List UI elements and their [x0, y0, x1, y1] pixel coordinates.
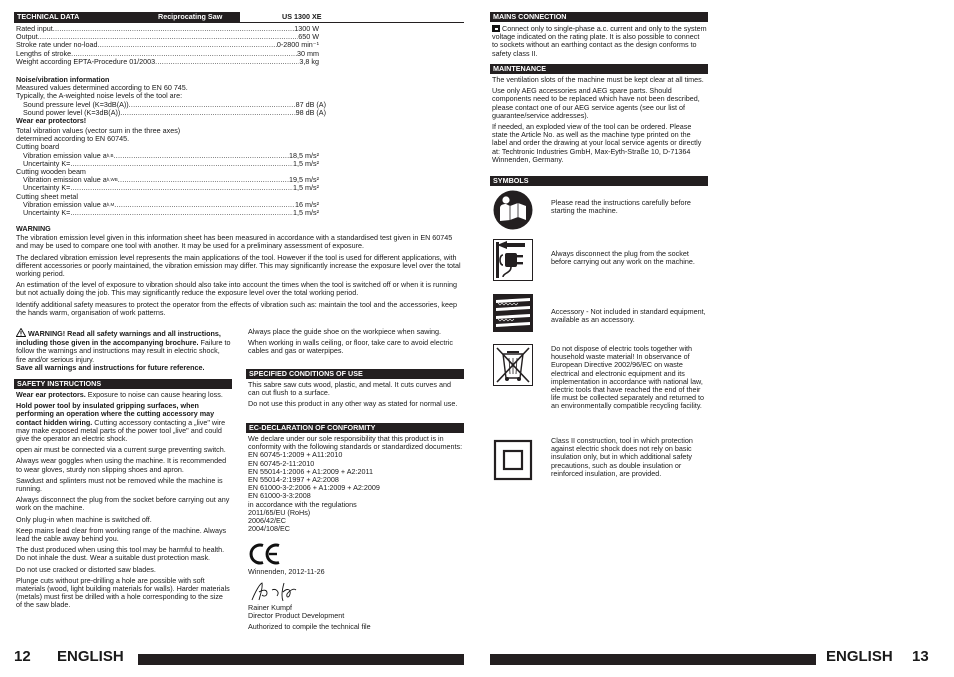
- weee-bin-icon: [493, 344, 533, 391]
- conditions-paragraph: This sabre saw cuts wood, plastic, and metal. It cuts curves and can cut flush to a surface.: [248, 380, 451, 398]
- safety-instructions-header: SAFETY INSTRUCTIONS: [14, 379, 232, 389]
- page-number: 13: [912, 648, 929, 665]
- noise-row: Sound power level (K=3dB(A)) ..... 98 dB (A): [16, 109, 326, 117]
- ec-line: 2004/108/EC: [248, 524, 290, 534]
- safety-item: Always wear goggles when using the machine. It is recommended to wear gloves, sturdy non slipping shoes and apron.: [16, 456, 227, 474]
- warning-paragraph: An estimation of the level of exposure to vibration should also take into account the times when the tool is switched off or when it is running but not actually doing the job. This may significantly reduce the exposure level over the total working period.: [16, 280, 457, 298]
- warning-section: [16, 225, 462, 320]
- footer-left: [14, 648, 464, 665]
- vibration-row: Uncertainty K= ..... 1,5 m/s²: [16, 209, 319, 217]
- warning-paragraph: Identify additional safety measures to protect the operator from the effects of vibration such as: maintain the tool and the accessories, keep the hands warm, organisation of work patterns.: [16, 299, 457, 317]
- signatory-role: Director Product Development: [248, 611, 345, 621]
- noise-line: Measured values determined according to EN 60 745.: [16, 83, 188, 93]
- ec-line: EN 61000-3-3:2008: [248, 491, 311, 501]
- safety-item: The dust produced when using this tool may be harmful to health. Do not inhale the dust. Wear a suitable dust protection mask.: [16, 545, 225, 563]
- mains-connection-header: MAINS CONNECTION: [490, 12, 708, 22]
- safety-item: Wear ear protectors. Exposure to noise can cause hearing loss.: [16, 390, 223, 399]
- mains-connection-text: Connect only to single-phase a.c. current and only to the system voltage indicated on the rating plate. It is also possible to connect to sockets without an earthing contact as the design conforms to safety class II.: [492, 24, 707, 58]
- signatory-block: [248, 604, 463, 632]
- noise-line: Typically, the A-weighted noise levels of the tool are:: [16, 91, 183, 101]
- read-manual-icon: [493, 190, 533, 235]
- vibration-group-name: Cutting wooden beam: [16, 167, 86, 177]
- ec-line: EN 60745-2-11:2010: [248, 458, 315, 468]
- warning-title: WARNING: [16, 224, 51, 233]
- vibration-group-name: Cutting sheet metal: [16, 191, 78, 201]
- warning-paragraph: The declared vibration emission level represents the main applications of the tool. However if the tool is used for different applications, with different accessories or poorly maintained, the vibration emission may differ. This may significantly increase the exposure level over the total working period.: [16, 252, 461, 279]
- vibration-line: Total vibration values (vector sum in the three axes): [16, 126, 181, 135]
- spec-row: Output ..... 650 W: [16, 33, 319, 41]
- maintenance-paragraph: If needed, an exploded view of the tool can be ordered. Please state the Article No. as well as the machine type printed on the label and order the drawing at your local service agents or directly at: Techtronic Industries GmbH, Max-Eyth-Straße 10, D-71364 Winnenden, Germany.: [492, 122, 702, 164]
- ec-line: in accordance with the regulations: [248, 499, 357, 509]
- spec-row: Weight according EPTA-Procedure 01/2003 ..... 3,8 kg: [16, 58, 319, 66]
- specified-conditions-text: [248, 381, 463, 412]
- symbol-description: Accessory - Not included in standard equipment, available as an accessory.: [551, 307, 706, 325]
- safety-save-note: Save all warnings and instructions for future reference.: [16, 362, 205, 372]
- ec-line: 2006/42/EC: [248, 516, 286, 526]
- spec-row: Rated input ..... 1300 W: [16, 25, 319, 33]
- language-label: ENGLISH: [57, 648, 124, 665]
- ec-line: EN 55014-1:2006 + A1:2009 + A2:2011: [248, 466, 373, 476]
- symbol-description: Always disconnect the plug from the socket before carrying out any work on the machine.: [551, 249, 695, 267]
- ec-line: EN 60745-1:2009 + A11:2010: [248, 450, 343, 460]
- noise-section: [16, 76, 326, 125]
- usage-notes: [248, 328, 463, 359]
- symbols-header: SYMBOLS: [490, 176, 708, 186]
- ear-protection-note: Wear ear protectors!: [16, 116, 87, 126]
- tech-header-product: Reciprocating Saw: [158, 12, 223, 21]
- specified-conditions-header: SPECIFIED CONDITIONS OF USE: [246, 369, 464, 379]
- vibration-line: determined according to EN 60745.: [16, 134, 130, 144]
- safety-item: Only plug-in when machine is switched off.: [16, 514, 152, 524]
- safety-item: open air must be connected via a current surge preventing switch.: [16, 445, 226, 455]
- class-ii-icon: [493, 439, 533, 486]
- vibration-row: Uncertainty K= ..... 1,5 m/s²: [16, 160, 319, 168]
- tech-header: [14, 12, 464, 22]
- vibration-row: Vibration emission value a h,M ..... 16 m/s²: [16, 201, 319, 209]
- vibration-group-name: Cutting board: [16, 142, 60, 152]
- ec-line: EN 61000-3-2:2006 + A1:2009 + A2:2009: [248, 483, 380, 493]
- vibration-row: Vibration emission value a h,B ..... 18,5 m/s²: [16, 152, 319, 160]
- tech-header-title: TECHNICAL DATA: [17, 12, 80, 21]
- ec-line: 2011/65/EU (RoHs): [248, 507, 311, 517]
- page-number: 12: [14, 648, 31, 665]
- noise-title: Noise/vibration information: [16, 75, 110, 84]
- safety-list: [16, 391, 230, 613]
- signatory-authorization: Authorized to compile the technical file: [248, 622, 371, 632]
- spec-row: Stroke rate under no-load ..... 0-2800 min⁻¹: [16, 41, 319, 49]
- maintenance-paragraph: The ventilation slots of the machine must be kept clear at all times.: [492, 75, 704, 84]
- warning-paragraph: The vibration emission level given in this information sheet has been measured in accordance with a standardised test given in EN 60745 and may be used to compare one tool with another. It may be used for a preliminary assessment of exposure.: [16, 233, 453, 251]
- safety-item: Sawdust and splinters must not be removed while the machine is running.: [16, 475, 223, 494]
- declaration-date: Winnenden, 2012-11-26: [248, 567, 325, 576]
- usage-paragraph: When working in walls ceiling, or floor, take care to avoid electric cables and gas or waterpipes.: [248, 338, 453, 356]
- ec-declaration-header: EC-DECLARATION OF CONFORMITY: [246, 423, 464, 433]
- vibration-row: Vibration emission value a h,WB ..... 19,5 m/s²: [16, 176, 319, 184]
- ec-line: We declare under our sole responsibility that this product is in conformity with the following standards or standardized documents:: [248, 434, 463, 452]
- maintenance-paragraph: Use only AEG accessories and AEG spare parts. Should components need to be replaced which have not been described, please contact one of our AEG service agents (see our list of guarantee/service addresses).: [492, 86, 700, 120]
- usage-paragraph: Always place the guide shoe on the workpiece when sawing.: [248, 327, 441, 336]
- unplug-icon: [493, 239, 533, 286]
- spec-list: [16, 25, 319, 66]
- tech-header-model: US 1300 XE: [282, 12, 322, 21]
- safety-warning-text: Failure to follow the warnings and instructions may result in electric shock, fire and/or serious injury.: [16, 338, 231, 364]
- safety-item: Plunge cuts without pre-drilling a hole are possible with soft materials (wood, light building materials for walls). Harder materials (metals) must first be drilled with a hole corresponding to the size of the saw blade.: [16, 575, 230, 610]
- symbol-description: Please read the instructions carefully before starting the machine.: [551, 198, 691, 216]
- spec-row: Lengths of stroke ..... 30 mm: [16, 50, 319, 58]
- safety-item: Always disconnect the plug from the socket before carrying out any work on the machine.: [16, 495, 230, 513]
- conditions-paragraph: Do not use this product in any other way as stated for normal use.: [248, 399, 458, 409]
- ec-declaration-text: [248, 435, 463, 533]
- saw-blades-icon: [493, 294, 533, 337]
- symbol-description: Do not dispose of electric tools together with household waste material! In observance of European Directive 2002/96/EC on waste electrical and electronic equipment and its implementation in accordance with national law, electric tools that have reached the end of their life must be collected separately and returned to an environmentally compatible recycling facility.: [551, 344, 705, 411]
- safety-item: Hold power tool by insulated gripping surfaces, when performing an operation where the cutting accessory may contact hidden wiring. Cutting accessory contacting a „live" wire may make exposed metal parts of the power tool „live" and could give the operator an electric shock.: [16, 401, 226, 444]
- vibration-row: Uncertainty K= ..... 1,5 m/s²: [16, 184, 319, 192]
- symbol-description: Class II construction, tool in which protection against electric shock does not rely on basic insulation only, but in which additional safety precautions, such as double insulation or reinforced insulation, are provided.: [551, 436, 693, 478]
- class-ii-small-icon: [492, 25, 500, 32]
- safety-item: Keep mains lead clear from working range of the machine. Always lead the cable away behind you.: [16, 525, 227, 544]
- ec-line: EN 55014-2:1997 + A2:2008: [248, 475, 339, 485]
- safety-warning-bold: WARNING! Read all safety warnings and all instructions, including those given in the accompanying brochure.: [16, 329, 221, 348]
- language-label: ENGLISH: [826, 648, 893, 665]
- maintenance-text: [492, 76, 707, 167]
- vibration-section: [16, 127, 319, 217]
- maintenance-header: MAINTENANCE: [490, 64, 708, 74]
- noise-row: Sound pressure level (K=3dB(A)) ..... 87 dB (A): [16, 101, 326, 109]
- safety-warning-block: [16, 328, 231, 372]
- safety-item: Do not use cracked or distorted saw blades.: [16, 564, 156, 574]
- signatory-name: Rainer Kumpf: [248, 603, 292, 612]
- footer-right: [490, 648, 941, 665]
